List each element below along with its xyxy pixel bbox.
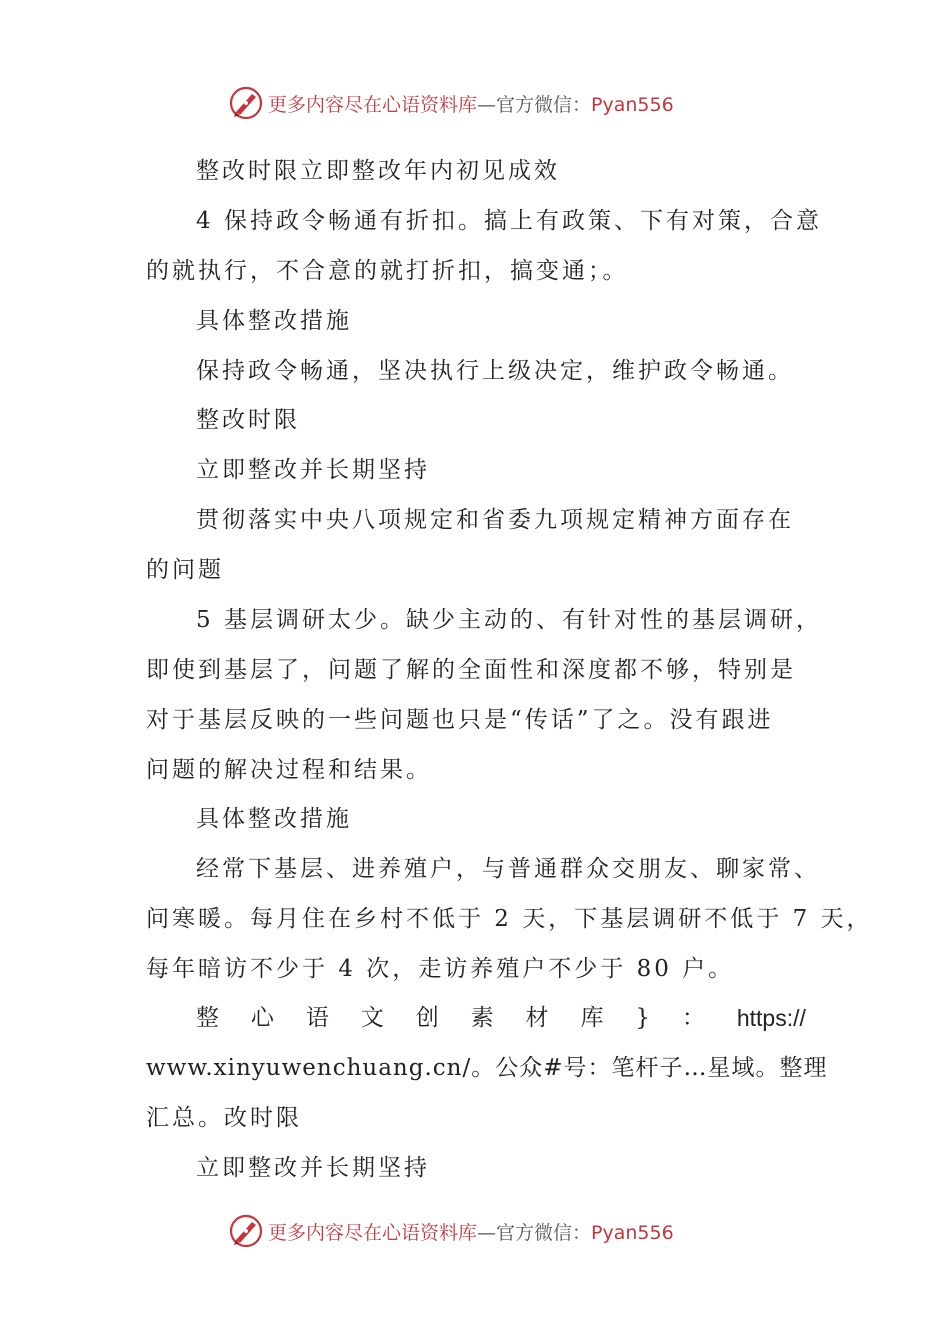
char: 材	[525, 1005, 549, 1031]
text-line: 每年暗访不少于 4 次，走访养殖户不少于 80 户。	[146, 956, 735, 982]
char: }	[635, 1005, 651, 1031]
char: 素	[470, 1005, 494, 1031]
char: ：	[681, 1005, 705, 1031]
text-line: 即使到基层了，问题了解的全面性和深度都不够，特别是	[146, 657, 796, 683]
char: 库	[580, 1005, 604, 1031]
pen-logo-icon	[228, 1213, 264, 1249]
pen-logo-icon	[228, 85, 264, 121]
text-line: 立即整改并长期坚持	[196, 1155, 430, 1181]
text-line: 保持政令畅通，坚决执行上级决定，维护政令畅通。	[196, 358, 794, 384]
footer-text	[268, 1218, 674, 1245]
text-line: 整改时限立即整改年内初见成效	[196, 158, 560, 184]
footer-sub-text: 官方微信：	[496, 1221, 592, 1244]
text-line: 5 基层调研太少。缺少主动的、有针对性的基层调研，	[196, 607, 822, 633]
text-line: 立即整改并长期坚持	[196, 457, 430, 483]
header-sub-text: 官方微信：	[496, 93, 592, 116]
text-line: 具体整改措施	[196, 806, 352, 832]
char: 语	[305, 1005, 329, 1031]
url-start: https://	[736, 1005, 806, 1031]
header-banner	[228, 83, 748, 123]
text-line: 贯彻落实中央八项规定和省委九项规定精神方面存在	[196, 507, 794, 533]
footer-banner	[228, 1211, 748, 1251]
char: 文	[360, 1005, 384, 1031]
text-line: 问题的解决过程和结果。	[146, 757, 432, 783]
header-dash: —	[477, 93, 497, 116]
text-line: 汇总。改时限	[146, 1105, 302, 1131]
text-line-justified	[196, 1004, 806, 1032]
text-line: 4 保持政令畅通有折扣。搞上有政策、下有对策，合意	[196, 208, 822, 234]
text-line: 具体整改措施	[196, 308, 352, 334]
char: 心	[250, 1005, 274, 1031]
char: 创	[415, 1005, 439, 1031]
footer-main-text: 更多内容尽在心语资料库	[268, 1221, 478, 1244]
footer-dash: —	[477, 1221, 497, 1244]
text-line-url: www.xinyuwenchuang.cn/。公众#号：笔杆子…星域。整理	[146, 1055, 828, 1081]
text-line: 整改时限	[196, 407, 300, 433]
text-line: 对于基层反映的一些问题也只是“传话”了之。没有跟进	[146, 707, 774, 733]
text-line: 的问题	[146, 557, 224, 583]
header-main-text: 更多内容尽在心语资料库	[268, 93, 478, 116]
text-line: 问寒暖。每月住在乡村不低于 2 天，下基层调研不低于 7 天，	[146, 906, 873, 932]
text-line: 经常下基层、进养殖户，与普通群众交朋友、聊家常、	[196, 856, 820, 882]
text-line: 的就执行，不合意的就打折扣，搞变通；。	[146, 258, 629, 284]
header-text	[268, 90, 674, 117]
header-wechat-id: Pyan556	[591, 93, 674, 116]
footer-wechat-id: Pyan556	[591, 1221, 674, 1244]
char: 整	[196, 1005, 219, 1031]
